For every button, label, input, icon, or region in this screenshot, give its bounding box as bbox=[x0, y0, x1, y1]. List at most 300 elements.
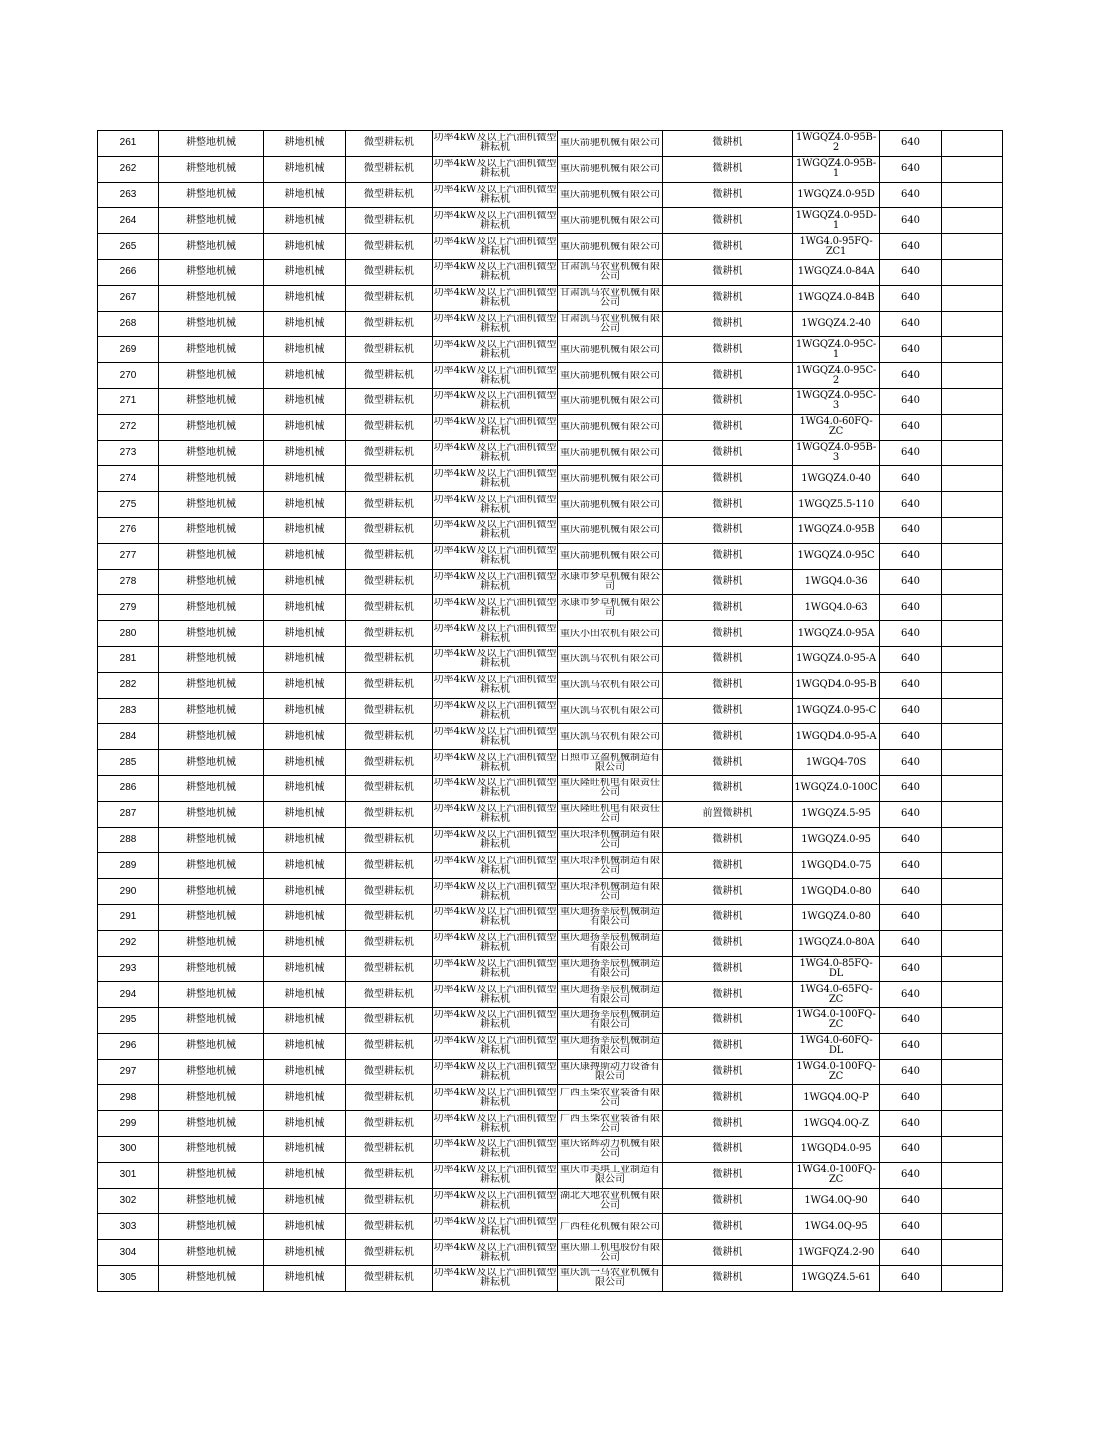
category-cell: 耕整地机械 bbox=[159, 492, 264, 518]
manufacturer-cell bbox=[558, 801, 663, 827]
note-cell bbox=[942, 363, 1003, 389]
subcategory-cell: 耕地机械 bbox=[264, 724, 346, 750]
note-cell bbox=[942, 182, 1003, 208]
category-cell: 耕整地机械 bbox=[159, 363, 264, 389]
manufacturer-cell bbox=[558, 466, 663, 492]
item-cell: 微型耕耘机 bbox=[346, 1033, 433, 1059]
manufacturer-cell-text: 重庆箭驰机械有限公司 bbox=[560, 447, 660, 458]
category-cell: 耕整地机械 bbox=[159, 1266, 264, 1292]
description-cell-text: 功率4kW及以上汽油机微型耕耘机 bbox=[433, 210, 557, 231]
category-cell: 耕整地机械 bbox=[159, 827, 264, 853]
product-name-cell: 微耕机 bbox=[663, 1085, 793, 1111]
category-cell: 耕整地机械 bbox=[159, 879, 264, 905]
table-row bbox=[98, 337, 1003, 363]
description-cell-text: 功率4kW及以上汽油机微型耕耘机 bbox=[433, 623, 557, 644]
subsidy-amount-cell: 640 bbox=[880, 131, 942, 157]
category-cell: 耕整地机械 bbox=[159, 1085, 264, 1111]
subcategory-cell: 耕地机械 bbox=[264, 827, 346, 853]
subsidy-amount-cell: 640 bbox=[880, 1214, 942, 1240]
note-cell bbox=[942, 492, 1003, 518]
manufacturer-cell bbox=[558, 775, 663, 801]
item-cell: 微型耕耘机 bbox=[346, 208, 433, 234]
subcategory-cell: 耕地机械 bbox=[264, 440, 346, 466]
manufacturer-cell-text: 重庆箭驰机械有限公司 bbox=[560, 551, 660, 562]
subsidy-amount-cell: 640 bbox=[880, 724, 942, 750]
row-number-cell: 265 bbox=[98, 234, 159, 260]
model-cell: 1WGQZ4.0-95B bbox=[793, 517, 880, 543]
category-cell: 耕整地机械 bbox=[159, 775, 264, 801]
row-number-cell: 297 bbox=[98, 1059, 159, 1085]
subsidy-amount-cell: 640 bbox=[880, 879, 942, 905]
manufacturer-cell bbox=[558, 1240, 663, 1266]
category-cell: 耕整地机械 bbox=[159, 517, 264, 543]
subcategory-cell: 耕地机械 bbox=[264, 595, 346, 621]
subcategory-cell: 耕地机械 bbox=[264, 801, 346, 827]
category-cell: 耕整地机械 bbox=[159, 801, 264, 827]
row-number-cell: 280 bbox=[98, 621, 159, 647]
subsidy-amount-cell: 640 bbox=[880, 259, 942, 285]
manufacturer-cell-text: 重庆箭驰机械有限公司 bbox=[560, 473, 660, 484]
note-cell bbox=[942, 672, 1003, 698]
note-cell bbox=[942, 1033, 1003, 1059]
item-cell: 微型耕耘机 bbox=[346, 801, 433, 827]
table-row bbox=[98, 1085, 1003, 1111]
subsidy-amount-cell: 640 bbox=[880, 182, 942, 208]
category-cell: 耕整地机械 bbox=[159, 956, 264, 982]
description-cell bbox=[433, 1008, 558, 1034]
item-cell: 微型耕耘机 bbox=[346, 1188, 433, 1214]
product-name-cell: 微耕机 bbox=[663, 208, 793, 234]
note-cell bbox=[942, 698, 1003, 724]
subsidy-amount-cell: 640 bbox=[880, 1188, 942, 1214]
item-cell: 微型耕耘机 bbox=[346, 672, 433, 698]
row-number-cell: 290 bbox=[98, 879, 159, 905]
table-row bbox=[98, 801, 1003, 827]
row-number-cell: 272 bbox=[98, 414, 159, 440]
manufacturer-cell-text: 重庆迪扬莘辰机械制造有限公司 bbox=[560, 958, 660, 979]
manufacturer-cell bbox=[558, 750, 663, 776]
note-cell bbox=[942, 595, 1003, 621]
product-name-cell: 微耕机 bbox=[663, 182, 793, 208]
subcategory-cell: 耕地机械 bbox=[264, 388, 346, 414]
model-cell: 1WGQZ4.0-95-C bbox=[793, 698, 880, 724]
manufacturer-cell bbox=[558, 698, 663, 724]
category-cell: 耕整地机械 bbox=[159, 131, 264, 157]
category-cell: 耕整地机械 bbox=[159, 414, 264, 440]
description-cell bbox=[433, 724, 558, 750]
note-cell bbox=[942, 1137, 1003, 1163]
table-row bbox=[98, 930, 1003, 956]
category-cell: 耕整地机械 bbox=[159, 543, 264, 569]
description-cell-text: 功率4kW及以上汽油机微型耕耘机 bbox=[433, 726, 557, 747]
description-cell bbox=[433, 1033, 558, 1059]
table-row bbox=[98, 156, 1003, 182]
description-cell bbox=[433, 182, 558, 208]
manufacturer-cell bbox=[558, 259, 663, 285]
subcategory-cell: 耕地机械 bbox=[264, 131, 346, 157]
category-cell: 耕整地机械 bbox=[159, 285, 264, 311]
description-cell bbox=[433, 982, 558, 1008]
subcategory-cell: 耕地机械 bbox=[264, 1162, 346, 1188]
subcategory-cell: 耕地机械 bbox=[264, 982, 346, 1008]
table-row bbox=[98, 853, 1003, 879]
model-cell: 1WG4.0-100FQ-ZC bbox=[793, 1162, 880, 1188]
note-cell bbox=[942, 853, 1003, 879]
item-cell: 微型耕耘机 bbox=[346, 131, 433, 157]
table-row bbox=[98, 311, 1003, 337]
table-row bbox=[98, 956, 1003, 982]
product-name-cell: 微耕机 bbox=[663, 698, 793, 724]
subsidy-amount-cell: 640 bbox=[880, 363, 942, 389]
model-cell: 1WGQZ4.0-100C bbox=[793, 775, 880, 801]
table-row bbox=[98, 1162, 1003, 1188]
subsidy-amount-cell: 640 bbox=[880, 440, 942, 466]
model-cell: 1WGQZ4.0-95 bbox=[793, 827, 880, 853]
row-number-cell: 289 bbox=[98, 853, 159, 879]
product-name-cell: 微耕机 bbox=[663, 414, 793, 440]
item-cell: 微型耕耘机 bbox=[346, 569, 433, 595]
table-row bbox=[98, 982, 1003, 1008]
subsidy-amount-cell: 640 bbox=[880, 956, 942, 982]
note-cell bbox=[942, 1085, 1003, 1111]
description-cell-text: 功率4kW及以上汽油机微型耕耘机 bbox=[433, 829, 557, 850]
note-cell bbox=[942, 466, 1003, 492]
model-cell: 1WGQ4.0Q-P bbox=[793, 1085, 880, 1111]
model-cell: 1WGQZ4.0-95D-1 bbox=[793, 208, 880, 234]
description-cell-text: 功率4kW及以上汽油机微型耕耘机 bbox=[433, 159, 557, 180]
description-cell-text: 功率4kW及以上汽油机微型耕耘机 bbox=[433, 468, 557, 489]
product-name-cell: 微耕机 bbox=[663, 1033, 793, 1059]
description-cell-text: 功率4kW及以上汽油机微型耕耘机 bbox=[433, 933, 557, 954]
product-name-cell: 微耕机 bbox=[663, 388, 793, 414]
description-cell bbox=[433, 337, 558, 363]
product-name-cell: 微耕机 bbox=[663, 1162, 793, 1188]
category-cell: 耕整地机械 bbox=[159, 337, 264, 363]
category-cell: 耕整地机械 bbox=[159, 1033, 264, 1059]
item-cell: 微型耕耘机 bbox=[346, 1085, 433, 1111]
item-cell: 微型耕耘机 bbox=[346, 466, 433, 492]
item-cell: 微型耕耘机 bbox=[346, 930, 433, 956]
manufacturer-cell bbox=[558, 182, 663, 208]
row-number-cell: 267 bbox=[98, 285, 159, 311]
item-cell: 微型耕耘机 bbox=[346, 259, 433, 285]
model-cell: 1WGQZ4.0-95B-1 bbox=[793, 156, 880, 182]
subcategory-cell: 耕地机械 bbox=[264, 930, 346, 956]
manufacturer-cell-text: 重庆箭驰机械有限公司 bbox=[560, 370, 660, 381]
category-cell: 耕整地机械 bbox=[159, 234, 264, 260]
product-table bbox=[97, 130, 1003, 1292]
model-cell: 1WGQ4.0-63 bbox=[793, 595, 880, 621]
subsidy-amount-cell: 640 bbox=[880, 1033, 942, 1059]
model-cell: 1WG4.0-95FQ-ZC1 bbox=[793, 234, 880, 260]
product-name-cell: 微耕机 bbox=[663, 750, 793, 776]
note-cell bbox=[942, 956, 1003, 982]
subcategory-cell: 耕地机械 bbox=[264, 208, 346, 234]
subsidy-amount-cell: 640 bbox=[880, 1162, 942, 1188]
item-cell: 微型耕耘机 bbox=[346, 440, 433, 466]
subsidy-amount-cell: 640 bbox=[880, 853, 942, 879]
table-row bbox=[98, 1059, 1003, 1085]
manufacturer-cell bbox=[558, 1266, 663, 1292]
note-cell bbox=[942, 517, 1003, 543]
category-cell: 耕整地机械 bbox=[159, 982, 264, 1008]
product-name-cell: 微耕机 bbox=[663, 234, 793, 260]
category-cell: 耕整地机械 bbox=[159, 259, 264, 285]
manufacturer-cell bbox=[558, 595, 663, 621]
subcategory-cell: 耕地机械 bbox=[264, 543, 346, 569]
table-row bbox=[98, 131, 1003, 157]
category-cell: 耕整地机械 bbox=[159, 1162, 264, 1188]
model-cell: 1WGQZ4.0-95C-2 bbox=[793, 363, 880, 389]
product-name-cell: 微耕机 bbox=[663, 1111, 793, 1137]
manufacturer-cell-text: 重庆康搏斯动力设备有限公司 bbox=[560, 1062, 660, 1083]
description-cell-text: 功率4kW及以上汽油机微型耕耘机 bbox=[433, 752, 557, 773]
note-cell bbox=[942, 904, 1003, 930]
note-cell bbox=[942, 724, 1003, 750]
model-cell: 1WG4.0-65FQ-ZC bbox=[793, 982, 880, 1008]
row-number-cell: 296 bbox=[98, 1033, 159, 1059]
description-cell-text: 功率4kW及以上汽油机微型耕耘机 bbox=[433, 1087, 557, 1108]
manufacturer-cell bbox=[558, 982, 663, 1008]
description-cell-text: 功率4kW及以上汽油机微型耕耘机 bbox=[433, 262, 557, 283]
subsidy-amount-cell: 640 bbox=[880, 1008, 942, 1034]
description-cell bbox=[433, 621, 558, 647]
item-cell: 微型耕耘机 bbox=[346, 1266, 433, 1292]
subcategory-cell: 耕地机械 bbox=[264, 1033, 346, 1059]
manufacturer-cell bbox=[558, 672, 663, 698]
category-cell: 耕整地机械 bbox=[159, 672, 264, 698]
note-cell bbox=[942, 131, 1003, 157]
row-number-cell: 263 bbox=[98, 182, 159, 208]
product-name-cell: 微耕机 bbox=[663, 982, 793, 1008]
note-cell bbox=[942, 388, 1003, 414]
note-cell bbox=[942, 1111, 1003, 1137]
table-row bbox=[98, 569, 1003, 595]
row-number-cell: 302 bbox=[98, 1188, 159, 1214]
manufacturer-cell-text: 甘肃凯马农业机械有限公司 bbox=[560, 288, 660, 309]
subcategory-cell: 耕地机械 bbox=[264, 1188, 346, 1214]
item-cell: 微型耕耘机 bbox=[346, 363, 433, 389]
description-cell bbox=[433, 698, 558, 724]
manufacturer-cell-text: 重庆垠泽机械制造有限公司 bbox=[560, 829, 660, 850]
subsidy-amount-cell: 640 bbox=[880, 156, 942, 182]
category-cell: 耕整地机械 bbox=[159, 466, 264, 492]
manufacturer-cell bbox=[558, 543, 663, 569]
category-cell: 耕整地机械 bbox=[159, 1059, 264, 1085]
description-cell bbox=[433, 750, 558, 776]
row-number-cell: 277 bbox=[98, 543, 159, 569]
manufacturer-cell-text: 广西玉柴农业装备有限公司 bbox=[560, 1087, 660, 1108]
model-cell: 1WGQ4.0Q-Z bbox=[793, 1111, 880, 1137]
manufacturer-cell-text: 重庆市美琪工业制造有限公司 bbox=[560, 1165, 660, 1186]
description-cell bbox=[433, 311, 558, 337]
description-cell bbox=[433, 543, 558, 569]
table-row bbox=[98, 543, 1003, 569]
manufacturer-cell bbox=[558, 440, 663, 466]
description-cell-text: 功率4kW及以上汽油机微型耕耘机 bbox=[433, 1113, 557, 1134]
subsidy-amount-cell: 640 bbox=[880, 337, 942, 363]
product-name-cell: 微耕机 bbox=[663, 466, 793, 492]
product-name-cell: 微耕机 bbox=[663, 1266, 793, 1292]
row-number-cell: 285 bbox=[98, 750, 159, 776]
description-cell bbox=[433, 956, 558, 982]
manufacturer-cell-text: 重庆箭驰机械有限公司 bbox=[560, 422, 660, 433]
subsidy-amount-cell: 640 bbox=[880, 1085, 942, 1111]
manufacturer-cell-text: 重庆箭驰机械有限公司 bbox=[560, 189, 660, 200]
table-body bbox=[98, 131, 1003, 1292]
table-row bbox=[98, 440, 1003, 466]
product-name-cell: 微耕机 bbox=[663, 827, 793, 853]
manufacturer-cell-text: 重庆鼎工机电股份有限公司 bbox=[560, 1242, 660, 1263]
model-cell: 1WGQZ4.5-95 bbox=[793, 801, 880, 827]
manufacturer-cell bbox=[558, 956, 663, 982]
description-cell-text: 功率4kW及以上汽油机微型耕耘机 bbox=[433, 597, 557, 618]
manufacturer-cell-text: 重庆凯马农机有限公司 bbox=[560, 731, 660, 742]
subcategory-cell: 耕地机械 bbox=[264, 1085, 346, 1111]
table-row bbox=[98, 182, 1003, 208]
subsidy-amount-cell: 640 bbox=[880, 930, 942, 956]
item-cell: 微型耕耘机 bbox=[346, 414, 433, 440]
note-cell bbox=[942, 1240, 1003, 1266]
description-cell-text: 功率4kW及以上汽油机微型耕耘机 bbox=[433, 391, 557, 412]
description-cell-text: 功率4kW及以上汽油机微型耕耘机 bbox=[433, 494, 557, 515]
product-name-cell: 微耕机 bbox=[663, 1059, 793, 1085]
description-cell bbox=[433, 1188, 558, 1214]
manufacturer-cell bbox=[558, 879, 663, 905]
manufacturer-cell bbox=[558, 337, 663, 363]
subcategory-cell: 耕地机械 bbox=[264, 672, 346, 698]
manufacturer-cell-text: 重庆迪扬莘辰机械制造有限公司 bbox=[560, 907, 660, 928]
manufacturer-cell-text: 重庆凯一马农业机械有限公司 bbox=[560, 1268, 660, 1289]
row-number-cell: 292 bbox=[98, 930, 159, 956]
description-cell bbox=[433, 285, 558, 311]
note-cell bbox=[942, 982, 1003, 1008]
description-cell-text: 功率4kW及以上汽油机微型耕耘机 bbox=[433, 700, 557, 721]
row-number-cell: 294 bbox=[98, 982, 159, 1008]
subsidy-amount-cell: 640 bbox=[880, 208, 942, 234]
table-row bbox=[98, 466, 1003, 492]
table-row bbox=[98, 1240, 1003, 1266]
description-cell bbox=[433, 646, 558, 672]
subcategory-cell: 耕地机械 bbox=[264, 1111, 346, 1137]
description-cell-text: 功率4kW及以上汽油机微型耕耘机 bbox=[433, 1165, 557, 1186]
description-cell-text: 功率4kW及以上汽油机微型耕耘机 bbox=[433, 236, 557, 257]
item-cell: 微型耕耘机 bbox=[346, 646, 433, 672]
subcategory-cell: 耕地机械 bbox=[264, 646, 346, 672]
manufacturer-cell bbox=[558, 853, 663, 879]
model-cell: 1WGQZ4.0-95-A bbox=[793, 646, 880, 672]
manufacturer-cell bbox=[558, 131, 663, 157]
description-cell-text: 功率4kW及以上汽油机微型耕耘机 bbox=[433, 133, 557, 154]
manufacturer-cell-text: 重庆凯马农机有限公司 bbox=[560, 705, 660, 716]
note-cell bbox=[942, 234, 1003, 260]
subsidy-amount-cell: 640 bbox=[880, 698, 942, 724]
note-cell bbox=[942, 930, 1003, 956]
model-cell: 1WG4.0-100FQ-ZC bbox=[793, 1059, 880, 1085]
manufacturer-cell bbox=[558, 827, 663, 853]
description-cell bbox=[433, 853, 558, 879]
description-cell bbox=[433, 1266, 558, 1292]
table-row bbox=[98, 1008, 1003, 1034]
table-row bbox=[98, 646, 1003, 672]
item-cell: 微型耕耘机 bbox=[346, 956, 433, 982]
category-cell: 耕整地机械 bbox=[159, 904, 264, 930]
row-number-cell: 276 bbox=[98, 517, 159, 543]
item-cell: 微型耕耘机 bbox=[346, 1008, 433, 1034]
row-number-cell: 293 bbox=[98, 956, 159, 982]
model-cell: 1WGQZ4.0-95C bbox=[793, 543, 880, 569]
manufacturer-cell-text: 广西玉柴农业装备有限公司 bbox=[560, 1113, 660, 1134]
item-cell: 微型耕耘机 bbox=[346, 879, 433, 905]
product-name-cell: 微耕机 bbox=[663, 1214, 793, 1240]
model-cell: 1WG4.0Q-90 bbox=[793, 1188, 880, 1214]
category-cell: 耕整地机械 bbox=[159, 440, 264, 466]
description-cell-text: 功率4kW及以上汽油机微型耕耘机 bbox=[433, 1191, 557, 1212]
subsidy-amount-cell: 640 bbox=[880, 234, 942, 260]
manufacturer-cell-text: 重庆箭驰机械有限公司 bbox=[560, 525, 660, 536]
product-name-cell: 微耕机 bbox=[663, 646, 793, 672]
model-cell: 1WGQZ4.0-80A bbox=[793, 930, 880, 956]
note-cell bbox=[942, 414, 1003, 440]
manufacturer-cell bbox=[558, 1162, 663, 1188]
description-cell bbox=[433, 492, 558, 518]
model-cell: 1WGQD4.0-75 bbox=[793, 853, 880, 879]
manufacturer-cell-text: 重庆垠泽机械制造有限公司 bbox=[560, 881, 660, 902]
note-cell bbox=[942, 1214, 1003, 1240]
description-cell-text: 功率4kW及以上汽油机微型耕耘机 bbox=[433, 1242, 557, 1263]
subsidy-amount-cell: 640 bbox=[880, 517, 942, 543]
note-cell bbox=[942, 1059, 1003, 1085]
manufacturer-cell bbox=[558, 621, 663, 647]
manufacturer-cell bbox=[558, 285, 663, 311]
subsidy-amount-cell: 640 bbox=[880, 1137, 942, 1163]
subcategory-cell: 耕地机械 bbox=[264, 879, 346, 905]
subcategory-cell: 耕地机械 bbox=[264, 1137, 346, 1163]
subcategory-cell: 耕地机械 bbox=[264, 853, 346, 879]
row-number-cell: 291 bbox=[98, 904, 159, 930]
model-cell: 1WGQD4.0-95-B bbox=[793, 672, 880, 698]
description-cell bbox=[433, 259, 558, 285]
row-number-cell: 279 bbox=[98, 595, 159, 621]
subcategory-cell: 耕地机械 bbox=[264, 750, 346, 776]
subsidy-amount-cell: 640 bbox=[880, 569, 942, 595]
table-row bbox=[98, 1188, 1003, 1214]
note-cell bbox=[942, 879, 1003, 905]
subsidy-amount-cell: 640 bbox=[880, 595, 942, 621]
manufacturer-cell bbox=[558, 311, 663, 337]
model-cell: 1WG4.0-85FQ-DL bbox=[793, 956, 880, 982]
manufacturer-cell-text: 重庆迪扬莘辰机械制造有限公司 bbox=[560, 1010, 660, 1031]
table-row bbox=[98, 698, 1003, 724]
description-cell bbox=[433, 930, 558, 956]
description-cell bbox=[433, 1240, 558, 1266]
subcategory-cell: 耕地机械 bbox=[264, 1266, 346, 1292]
row-number-cell: 304 bbox=[98, 1240, 159, 1266]
row-number-cell: 301 bbox=[98, 1162, 159, 1188]
category-cell: 耕整地机械 bbox=[159, 930, 264, 956]
subcategory-cell: 耕地机械 bbox=[264, 259, 346, 285]
description-cell-text: 功率4kW及以上汽油机微型耕耘机 bbox=[433, 417, 557, 438]
subcategory-cell: 耕地机械 bbox=[264, 156, 346, 182]
description-cell bbox=[433, 131, 558, 157]
description-cell bbox=[433, 1137, 558, 1163]
note-cell bbox=[942, 337, 1003, 363]
row-number-cell: 275 bbox=[98, 492, 159, 518]
model-cell: 1WG4.0-100FQ-ZC bbox=[793, 1008, 880, 1034]
table-row bbox=[98, 827, 1003, 853]
row-number-cell: 269 bbox=[98, 337, 159, 363]
manufacturer-cell-text: 重庆箭驰机械有限公司 bbox=[560, 164, 660, 175]
